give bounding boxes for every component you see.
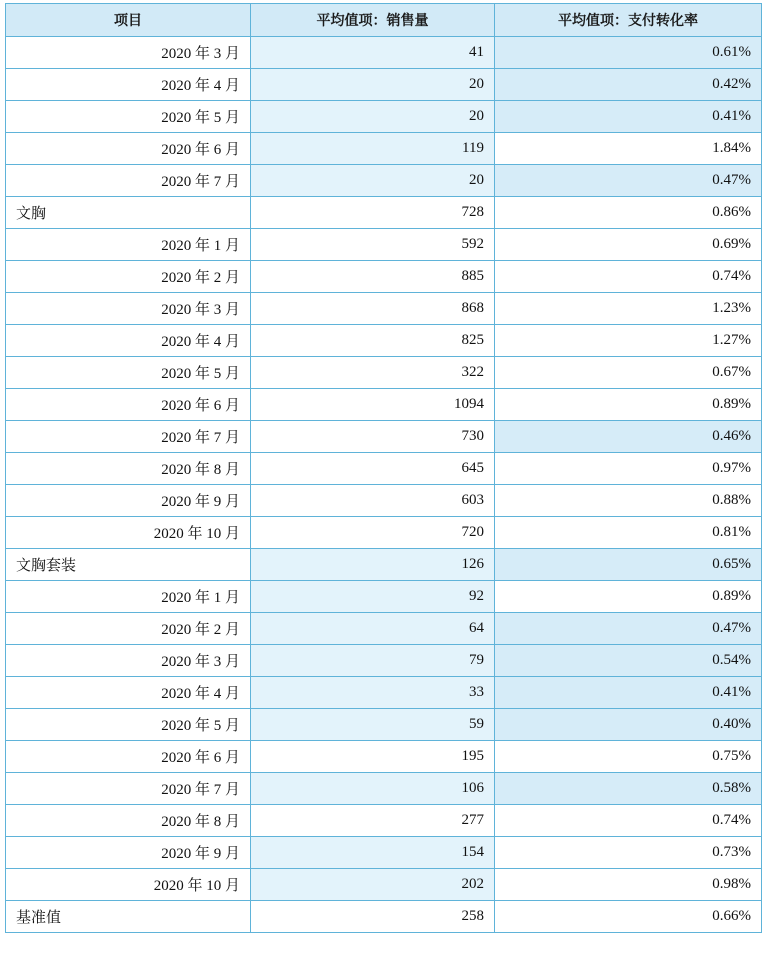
header-row (6, 4, 762, 37)
avg-sales-cell: 79 (251, 645, 495, 677)
table-row (6, 805, 762, 837)
table-body (6, 37, 762, 933)
avg-conversion-rate-cell: 0.98% (495, 869, 762, 901)
avg-conversion-rate-cell: 0.89% (495, 581, 762, 613)
avg-sales-cell: 119 (251, 133, 495, 165)
avg-sales-cell: 154 (251, 837, 495, 869)
avg-conversion-rate-cell: 0.40% (495, 709, 762, 741)
month-label: 2020 年 8 月 (6, 453, 251, 485)
table-row (6, 69, 762, 101)
month-label: 2020 年 8 月 (6, 805, 251, 837)
avg-conversion-rate-cell: 0.61% (495, 37, 762, 69)
avg-conversion-rate-cell: 1.23% (495, 293, 762, 325)
month-label: 2020 年 3 月 (6, 37, 251, 69)
avg-conversion-rate-cell: 0.42% (495, 69, 762, 101)
month-label: 2020 年 4 月 (6, 325, 251, 357)
avg-conversion-rate-cell: 0.75% (495, 741, 762, 773)
group-label: 文胸套装 (6, 549, 251, 581)
table-row (6, 293, 762, 325)
table-row (6, 517, 762, 549)
avg-conversion-rate-cell: 0.97% (495, 453, 762, 485)
avg-sales-cell: 825 (251, 325, 495, 357)
avg-conversion-rate-cell: 0.41% (495, 677, 762, 709)
avg-sales-cell: 592 (251, 229, 495, 261)
month-label: 2020 年 3 月 (6, 645, 251, 677)
avg-sales-cell: 92 (251, 581, 495, 613)
avg-sales-cell: 126 (251, 549, 495, 581)
avg-conversion-rate-cell: 0.41% (495, 101, 762, 133)
avg-conversion-rate-cell: 0.86% (495, 197, 762, 229)
table-row (6, 101, 762, 133)
table-row (6, 389, 762, 421)
month-label: 2020 年 4 月 (6, 69, 251, 101)
avg-sales-cell: 33 (251, 677, 495, 709)
avg-sales-cell: 20 (251, 69, 495, 101)
avg-sales-cell: 277 (251, 805, 495, 837)
table-row (6, 677, 762, 709)
avg-conversion-rate-cell: 0.66% (495, 901, 762, 933)
avg-conversion-rate-cell: 1.27% (495, 325, 762, 357)
month-label: 2020 年 5 月 (6, 101, 251, 133)
group-label: 基准值 (6, 901, 251, 933)
month-label: 2020 年 1 月 (6, 229, 251, 261)
avg-sales-cell: 720 (251, 517, 495, 549)
table-row (6, 229, 762, 261)
avg-sales-cell: 868 (251, 293, 495, 325)
table-row (6, 869, 762, 901)
table-row (6, 709, 762, 741)
avg-sales-cell: 20 (251, 101, 495, 133)
avg-conversion-rate-cell: 0.47% (495, 165, 762, 197)
avg-conversion-rate-cell: 0.65% (495, 549, 762, 581)
avg-conversion-rate-cell: 0.47% (495, 613, 762, 645)
avg-sales-cell: 1094 (251, 389, 495, 421)
avg-conversion-rate-cell: 0.74% (495, 261, 762, 293)
month-label: 2020 年 9 月 (6, 485, 251, 517)
avg-conversion-rate-cell: 0.88% (495, 485, 762, 517)
table-row (6, 165, 762, 197)
month-label: 2020 年 1 月 (6, 581, 251, 613)
table-row (6, 453, 762, 485)
avg-sales-cell: 41 (251, 37, 495, 69)
avg-sales-cell: 59 (251, 709, 495, 741)
avg-sales-cell: 195 (251, 741, 495, 773)
month-label: 2020 年 4 月 (6, 677, 251, 709)
group-row (6, 549, 762, 581)
avg-sales-cell: 64 (251, 613, 495, 645)
avg-sales-cell: 885 (251, 261, 495, 293)
avg-conversion-rate-cell: 1.84% (495, 133, 762, 165)
month-label: 2020 年 5 月 (6, 357, 251, 389)
month-label: 2020 年 3 月 (6, 293, 251, 325)
table-row (6, 325, 762, 357)
avg-conversion-rate-cell: 0.67% (495, 357, 762, 389)
avg-sales-cell: 645 (251, 453, 495, 485)
table-row (6, 37, 762, 69)
month-label: 2020 年 7 月 (6, 773, 251, 805)
table-row (6, 837, 762, 869)
avg-conversion-rate-cell: 0.46% (495, 421, 762, 453)
month-label: 2020 年 7 月 (6, 165, 251, 197)
month-label: 2020 年 2 月 (6, 261, 251, 293)
header-item: 项目 (6, 4, 251, 37)
table-row (6, 357, 762, 389)
avg-conversion-rate-cell: 0.54% (495, 645, 762, 677)
month-label: 2020 年 2 月 (6, 613, 251, 645)
avg-conversion-rate-cell: 0.69% (495, 229, 762, 261)
table-row (6, 741, 762, 773)
avg-sales-cell: 202 (251, 869, 495, 901)
avg-conversion-rate-cell: 0.58% (495, 773, 762, 805)
table-row (6, 581, 762, 613)
month-label: 2020 年 6 月 (6, 741, 251, 773)
table-row (6, 485, 762, 517)
table-row (6, 421, 762, 453)
avg-conversion-rate-cell: 0.74% (495, 805, 762, 837)
avg-conversion-rate-cell: 0.89% (495, 389, 762, 421)
avg-sales-cell: 603 (251, 485, 495, 517)
avg-sales-cell: 322 (251, 357, 495, 389)
table-row (6, 261, 762, 293)
table-row (6, 613, 762, 645)
month-label: 2020 年 6 月 (6, 133, 251, 165)
table-row (6, 645, 762, 677)
header-avg-conversion-rate: 平均值项：支付转化率 (495, 4, 762, 37)
avg-sales-cell: 20 (251, 165, 495, 197)
table-row (6, 133, 762, 165)
avg-sales-cell: 106 (251, 773, 495, 805)
month-label: 2020 年 9 月 (6, 837, 251, 869)
avg-sales-cell: 730 (251, 421, 495, 453)
month-label: 2020 年 7 月 (6, 421, 251, 453)
avg-conversion-rate-cell: 0.81% (495, 517, 762, 549)
avg-conversion-rate-cell: 0.73% (495, 837, 762, 869)
month-label: 2020 年 10 月 (6, 517, 251, 549)
pivot-table (5, 3, 762, 933)
group-row (6, 197, 762, 229)
group-row (6, 901, 762, 933)
month-label: 2020 年 10 月 (6, 869, 251, 901)
header-avg-sales: 平均值项：销售量 (251, 4, 495, 37)
avg-sales-cell: 258 (251, 901, 495, 933)
table-row (6, 773, 762, 805)
group-label: 文胸 (6, 197, 251, 229)
month-label: 2020 年 5 月 (6, 709, 251, 741)
avg-sales-cell: 728 (251, 197, 495, 229)
month-label: 2020 年 6 月 (6, 389, 251, 421)
